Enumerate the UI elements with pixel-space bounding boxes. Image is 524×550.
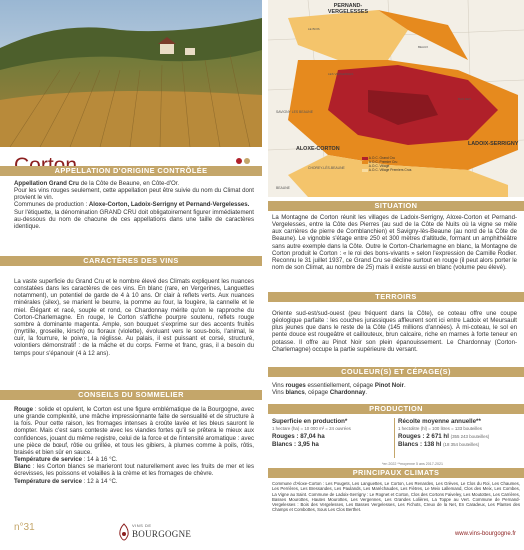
logo-mark-icon — [118, 523, 130, 541]
terroirs-text: Oriente sud-est/sud-ouest (peu fréquent dans la Côte), ce coteau offre une coupe géologique parfaite : les couches jurassiques affleurent sont ici entre Ladoix et Meursault plus jeunes que dans le reste de la Côte (145 millions d'années). À mi-coteau, le sol en pente douce est rougeâtre et caillouteux, brun calcaire, riche en marnes à forte teneur en potasse. Il offre au Pinot Noir son plein épanouissement. Le Chardonnay (Corton-Charlemagne) occupe la partie supérieure du versant. — [272, 310, 517, 353]
climats-text: Commune d'Aloxe-Corton : Les Pougets, Les Languettes, Le Corton, Les Renardes, Les Grèves, Le Clos du Roi, Les Chaumes, Les Perrières, Les Bressandes, Les Paulands, Les Maréchaudes, Les Fiètres, Le Meix Lallemand, Clos des Meix, Les Combes, La Vigne au Saint. Commune de Ladoix-Serrigny : Le Rognet et Corton, Clos des Cortons Faiveley, Les Moutottes, Les Carrières, Basses Mourottes, Hautes Mourottes, Les Vergennes, Les Grandes Lolières, La Toppe au Vert. Commune de Pernand-Vergelesses : Bois des Vergelesses, Les Basses Vergelesses, Les Fichots, Creux de la Net, En Caradeux, Les Plantes des Champs et Combottes, Sous Les Clos Berthet. — [272, 481, 520, 513]
legend-village-pc: A.O.C. Village Premiers Crus — [368, 168, 412, 172]
caracteres-text: La vaste superficie du Grand Cru et le nombre élevé des Climats expliquent les nuances constatées dans les caractères de ces vins. En blanc (rare, en Vergerines, Languettes notamment), un potentiel de garde de 4 à 10 ans. Or clair à reflets verts. Aux nuances minérales (silex), se marient le beurre, la pomme au four, la fougère, la cannelle et le miel. Élégant et racé, souple et rond, ce Chardonnay mérite qu'on le rapproche du Corton-Charlemagne. En rouge, le Corton s'affiche pourpre soutenu, reflets rouge sombre à dominante magenta. Ample, son bouquet s'exprime sur des accents fruités (myrtille, groseille, kirsch) ou floraux (violette), évoluant vers le sous-bois, l'animal, le cuir, la fourrure, le poivre, la réglisse. Au palais, il est puissant et corsé, structuré, volontiers démonstratif : de la mâche et du corps. Ferme et franc, gras, il a besoin du temps pour s'épanouir (4 à 12 ans). — [14, 278, 254, 357]
map-label-savigny: SAVIGNY LES BEAUNE — [276, 110, 313, 114]
page-number: n°31 — [14, 522, 35, 533]
section-production: PRODUCTION — [268, 404, 524, 414]
gold-dot — [244, 158, 250, 164]
aoc-text: Appellation Grand Cru de la Côte de Beaune, en Côte-d'Or. Pour les vins rouges seulement, cette appellation peut être suivie du nom du Climat dont provient le vin. Communes de production : Aloxe-Corton, Ladoix-Serrigny et Pernand-Vergelesses. Sur l'étiquette, la dénomination GRAND CRU doit obligatoirement figurer immédiatement au-dessous du nom de chacune de ces appellations dans une taille de caractères identique. — [14, 180, 254, 230]
section-terroirs: TERROIRS — [268, 292, 524, 302]
map-label-chorey: CHOREY-LÈS-BEAUNE — [308, 166, 345, 170]
situation-text: La Montagne de Corton réunit les villages de Ladoix-Serrigny, Aloxe-Corton et Pernand-Vergelesses, entre la Côte des Pierres (au sud de la Côte de Nuits où la vigne se mêle aux carrières de pierre de Comblanchien) et Savigny-lès-Beaune (au nord de la Côte de Beaune). Le vignoble s'étage entre 250 et 300 mètres d'altitude, formant un amphithéâtre sans autre exemple dans la Côte. Outre le Corton-Charlemagne en blanc, la Montagne de Corton produit le Corton : « le roi des bons-vivants » selon l'expression de Camille Rodier. Reconnu le 31 juillet 1937, ce Grand Cru se décline surtout en rouge (il peut alors porter le nom de son Climat, au nombre de 25) mais il existe aussi en blanc (volume peu élevé). — [272, 214, 517, 272]
svg-text:BAS DES: BAS DES — [458, 97, 472, 101]
production-superficie: Superficie en production* 1 hectare (ha) = 10 000 m² = 24 ouvrées Rouges : 87,04 ha Blancs : 3,95 ha — [272, 418, 351, 449]
map-label-ladoix: LADOIX-SERRIGNY — [468, 141, 519, 147]
right-column — [262, 0, 524, 550]
section-caracteres: CARACTÈRES DES VINS — [0, 256, 262, 266]
map-label-beaune: BEAUNE — [276, 186, 290, 190]
section-aoc: APPELLATION D'ORIGINE CONTRÔLÉE — [0, 166, 262, 176]
legend-grandcru: A.O.C. Grand Cru — [368, 156, 395, 160]
production-recolte: Récolte moyenne annuelle** 1 hectolitre (hl) = 100 litres = 133 bouteilles Rouges : 2 671 hl (355 243 bouteilles) Blancs : 138 hl (18 354 bouteilles) — [398, 418, 490, 449]
vineyard-photo — [0, 0, 262, 147]
legend-swatch-village-pc — [362, 169, 368, 172]
svg-text:LES VERGENNES: LES VERGENNES — [328, 72, 354, 76]
legend-premiercru: A.O.C. Premier Cru — [368, 160, 398, 164]
production-divider — [394, 418, 395, 458]
section-conseils: CONSEILS DU SOMMELIER — [0, 390, 262, 400]
svg-text:BEAUX: BEAUX — [418, 45, 429, 49]
svg-text:LE BOIS: LE BOIS — [308, 27, 320, 31]
legend-village: A.O.C. Village — [368, 164, 390, 168]
logo-big-text: BOURGOGNE — [132, 529, 192, 539]
map-legend — [362, 156, 422, 172]
section-situation: SITUATION — [268, 201, 524, 211]
map-label-aloxe: ALOXE-CORTON — [296, 146, 340, 152]
red-dot — [236, 158, 242, 164]
appellation-map — [268, 0, 524, 197]
section-couleurs: COULEUR(S) ET CÉPAGE(S) — [268, 367, 524, 377]
conseils-text: Rouge : solide et opulent, le Corton est une figure emblématique de la Bourgogne, avec une grande complexité, une mâche impressionnante faite de sensualité et de structure à la fois. Pour cette raison, les fromages intenses à croûte lavée et les bleus sauront le dompter. Mais c'est sans conteste avec les viandes fortes qu'il se prêtera le mieux aux confidences, jouant du même registre, celui de la force et de l'intensité aromatique : avec une pièce de bœuf, rôtie ou grillée, et tous les gibiers, à plumes comme à poils, rôtis, braisés et bien sûr en sauce. Température de service : 14 à 16 °C. Blanc : les Corton blancs se marieront tout naturellement avec les fruits de mer et les écrevisses, les poissons et volailles à la crème et les fromages de chèvre. Température de service : 12 à 14 °C. — [14, 406, 254, 485]
map-label-pernand: PERNAND-VERGELESSES — [327, 3, 369, 15]
site-url: www.vins-bourgogne.fr — [454, 531, 516, 537]
couleurs-text: Vins rouges essentiellement, cépage Pinot Noir. Vins blancs, cépage Chardonnay. — [272, 382, 406, 397]
production-footnote: *en 2022 **moyenne 5 ans 2017-2021 — [382, 462, 443, 466]
logo-small-text: VINS DE — [132, 523, 152, 528]
section-climats: PRINCIPAUX CLIMATS — [268, 468, 524, 478]
bourgogne-logo — [118, 521, 192, 543]
